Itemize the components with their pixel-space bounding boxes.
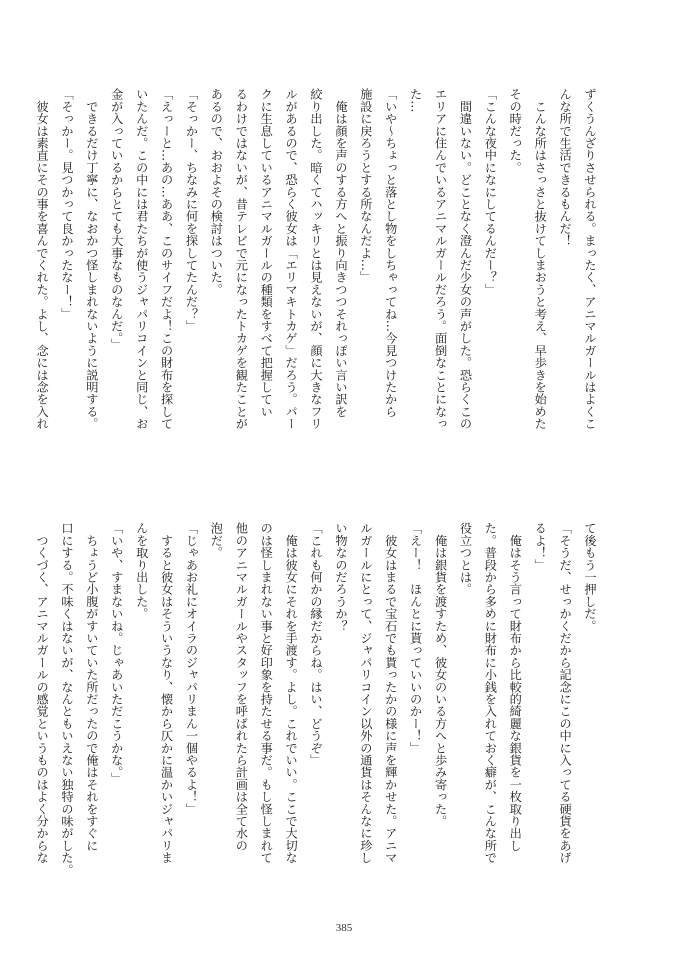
text-line: 金が入っているからとても大事なものなんだ。」 xyxy=(109,88,124,351)
text-line: つくづく、アニマルガールの感覚というものはよく分からな xyxy=(35,522,50,864)
text-line: い物なのだろうか？ xyxy=(333,522,348,632)
text-line: 「これも何かの縁だからね。はい、どうぞ」 xyxy=(309,522,324,766)
page-number: 385 xyxy=(335,922,353,934)
text-line: 他のアニマルガールやスタッフを呼ばれたら計画は全て水の xyxy=(234,522,249,852)
text-line: 「えー！ ほんとに貰っていいのかー！」 xyxy=(408,522,423,754)
text-line: 「こんな夜中になにしてるんだー？」 xyxy=(483,88,498,296)
text-line: その時だった。 xyxy=(508,88,523,174)
text-line: あるので、おおよその検討はついた。 xyxy=(209,88,224,296)
text-line: 「そっかー。見つかって良かったなー！」 xyxy=(59,88,74,320)
text-line: エリアに住んでいるアニマルガールだろう。面倒なことになっ xyxy=(433,88,448,430)
text-line: いたんだ。この中には君たちが使うジャパリコインと同じ、お xyxy=(134,88,149,430)
text-line: た。普段から多めに財布に小銭を入れておく癖が、こんな所で xyxy=(483,522,498,864)
text-line: んな所で生活できるもんだ！ xyxy=(558,88,573,247)
text-line: ルガールにとって、ジャパリコイン以外の通貨はそんなに珍し xyxy=(358,522,373,864)
upper-text-block xyxy=(29,88,602,488)
text-line: 俺は彼女にそれを手渡す。よし。これでいい。ここで大切な xyxy=(284,522,299,864)
text-line: 絞り出した。暗くてハッキリとは見えないが、顔に大きなフリ xyxy=(309,88,324,430)
text-line: た… xyxy=(408,88,423,113)
text-line: 役立つとは。 xyxy=(458,522,473,596)
text-line: クに生息しているアニマルガールの種類をすべて把握してい xyxy=(259,88,274,418)
text-line: すると彼女はそういうなり、懐から仄かに温かいジャパリま xyxy=(159,522,174,864)
text-line: 「そうだ、せっかくだから記念にこの中に入ってる硬貨をあげ xyxy=(558,522,573,864)
text-line: 彼女はまるで宝石でも貰ったかの様に声を輝かせた。アニマ xyxy=(383,522,398,864)
text-line: 彼女は素直にその事を喜んでくれた。よし、念には念を入れ xyxy=(35,88,50,430)
text-line: 俺はそう言って財布から比較的綺麗な銀貨を一枚取り出し xyxy=(508,522,523,852)
text-line: こんな所はさっさと抜けてしまおうと考え、早歩きを始めた xyxy=(533,88,548,430)
text-line: 俺は銀貨を渡すため、彼女のいる方へと歩み寄った。 xyxy=(433,522,448,827)
text-line: 口にする。不味くはないが、なんともいえない独特の味がした。 xyxy=(59,522,74,876)
text-line: 「そっかー、ちなみに何を探してたんだ？」 xyxy=(184,88,199,332)
text-line: のは怪しまれない事と好印象を持たせる事だ。もし怪しまれて xyxy=(259,522,274,864)
text-line: んを取り出した。 xyxy=(134,522,149,620)
text-line: ずくうんざりさせられる。まったく、アニマルガールはよくこ xyxy=(583,88,597,430)
text-line: 間違いない。どことなく澄んだ少女の声がした。恐らくこの xyxy=(458,88,473,430)
text-line: 俺は顔を声のする方へと振り向きつつそれっぽい言い訳を xyxy=(333,88,348,418)
text-line: ちょうど小腹がすいていた所だったので俺はそれをすぐに xyxy=(84,522,99,852)
text-line: 「えっーと…あの…ああ、このサイフだよ！この財布を探して xyxy=(159,88,174,430)
text-line: できるだけ丁寧に、なおかつ怪しまれないように説明する。 xyxy=(84,88,99,430)
text-line: ルがあるので、恐らく彼女は「エリマキトカゲ」だろう。パー xyxy=(284,88,299,430)
text-line: 「じゃあお礼にオイラのジャパリまん一個やるよ！」 xyxy=(184,522,199,815)
text-line: 「いや〜ちょっと落とし物をしちゃってね…今見つけたから xyxy=(383,88,398,418)
lower-text-block xyxy=(29,522,602,922)
text-line: て後もう一押しだ。 xyxy=(583,522,597,632)
text-line: 泡だ。 xyxy=(209,522,224,559)
text-line: 「いや、すまないね。じゃあいただこうかな。」 xyxy=(109,522,124,785)
text-line: るよ！」 xyxy=(533,522,548,571)
text-line: るわけではないが、昔テレビで元になったトカゲを観たことが xyxy=(234,88,249,430)
text-line: 施設に戻ろうとする所なんだよ…」 xyxy=(358,88,373,284)
